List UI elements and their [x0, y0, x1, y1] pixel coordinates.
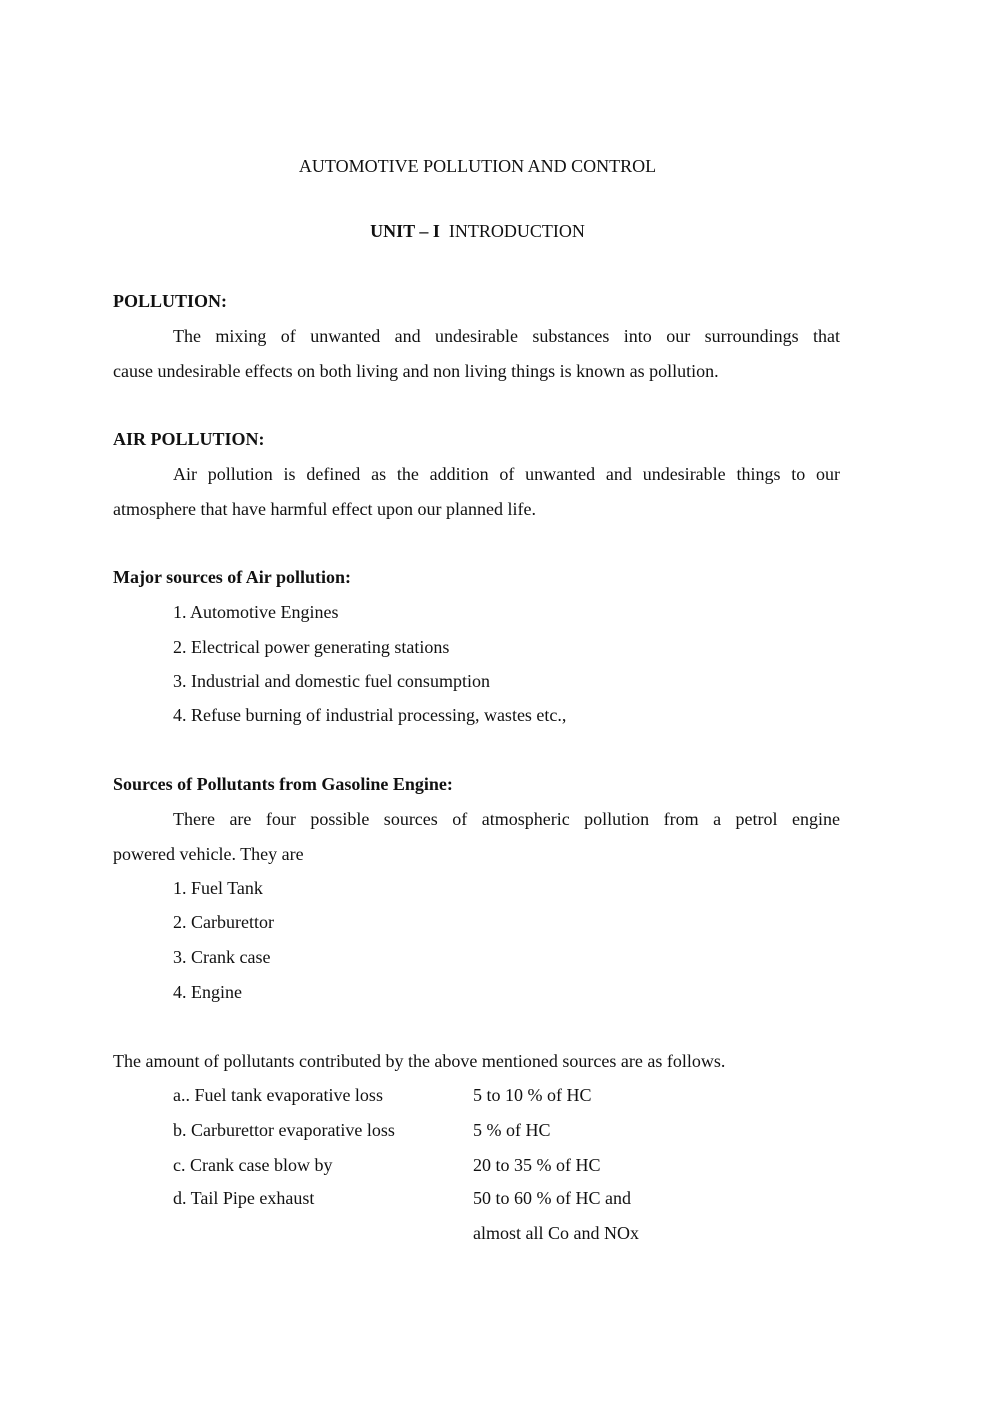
document-title: AUTOMOTIVE POLLUTION AND CONTROL: [298, 156, 657, 176]
list-item: 2. Electrical power generating stations: [173, 637, 450, 657]
list-item: 3. Crank case: [173, 947, 271, 967]
air-pollution-line-2: atmosphere that have harmful effect upon our planned life.: [113, 499, 537, 519]
amount-value: 5 to 10 % of HC: [473, 1085, 592, 1105]
list-item: 2. Carburettor: [173, 912, 274, 932]
gasoline-line-2: powered vehicle. They are: [113, 844, 304, 864]
list-item: 4. Engine: [173, 982, 242, 1002]
unit-heading: [0, 219, 955, 243]
amounts-intro: The amount of pollutants contributed by the above mentioned sources are as follows.: [113, 1051, 726, 1071]
pollution-line-1: The mixing of unwanted and undesirable substances into our surroundings that: [173, 326, 840, 346]
pollution-line-2: cause undesirable effects on both living and non living things is known as pollution.: [113, 361, 719, 381]
pollution-heading: POLLUTION:: [113, 291, 228, 311]
unit-title: INTRODUCTION: [448, 221, 585, 241]
amount-source: a.. Fuel tank evaporative loss: [173, 1085, 383, 1105]
major-sources-heading: Major sources of Air pollution:: [113, 567, 351, 587]
amount-source: b. Carburettor evaporative loss: [173, 1120, 395, 1140]
amount-value: 50 to 60 % of HC and: [473, 1188, 631, 1208]
amount-source: d. Tail Pipe exhaust: [173, 1188, 315, 1208]
amount-value-continuation: almost all Co and NOx: [473, 1223, 639, 1243]
list-item: 1. Automotive Engines: [173, 602, 339, 622]
list-item: 4. Refuse burning of industrial processing, wastes etc.,: [173, 705, 567, 725]
air-pollution-heading: AIR POLLUTION:: [113, 429, 265, 449]
unit-label: UNIT – I: [370, 221, 440, 241]
air-pollution-line-1: Air pollution is defined as the addition of unwanted and undesirable things to our: [173, 464, 840, 484]
gasoline-line-1: There are four possible sources of atmospheric pollution from a petrol engine: [173, 809, 840, 829]
list-item: 3. Industrial and domestic fuel consumption: [173, 671, 490, 691]
amount-value: 20 to 35 % of HC: [473, 1155, 601, 1175]
gasoline-sources-heading: Sources of Pollutants from Gasoline Engine:: [113, 774, 453, 794]
list-item: 1. Fuel Tank: [173, 878, 263, 898]
amount-source: c. Crank case blow by: [173, 1155, 333, 1175]
amount-value: 5 % of HC: [473, 1120, 551, 1140]
